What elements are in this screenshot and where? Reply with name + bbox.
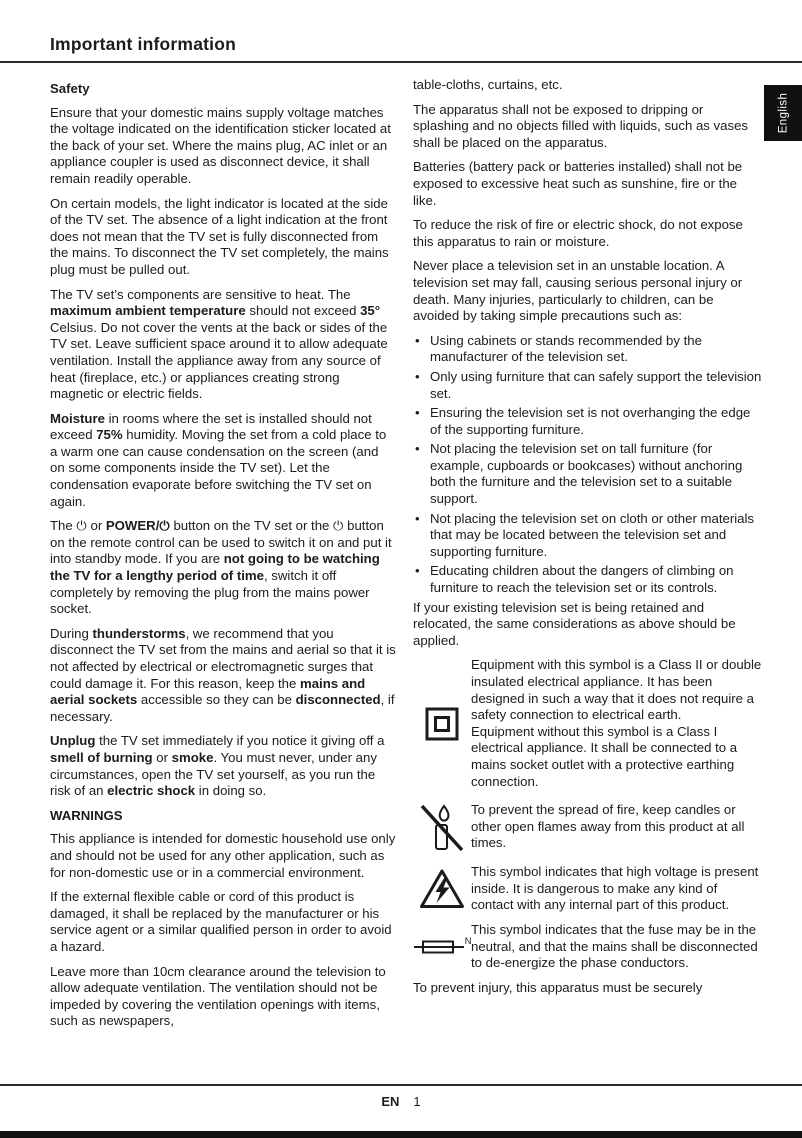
paragraph (50, 518, 396, 618)
page-title: Important information (50, 34, 236, 54)
bullet-text (430, 369, 762, 402)
body-text: The ⏻ or (50, 518, 106, 534)
paragraph (50, 964, 396, 1030)
emphasis-text: 75% (96, 427, 123, 443)
emphasis-text: 35° (360, 303, 381, 319)
body-text: Equipment with this symbol is a Class II or double insulated electrical appliance. It has been designed in such a way that it does not require a safety connection to electrical earth. (471, 657, 762, 723)
body-text: Never place a television set in an unstable location. A television set may fall, causing serious personal injury or death. Many injuries, particularly to children, can be avoided by taking simple precautions such as: (413, 258, 743, 324)
body-text: Not placing the television set on tall furniture (for example, cupboards or bookcases) without anchoring both the furniture and the television set to a suitable support. (430, 441, 743, 507)
paragraph (50, 733, 396, 799)
no-open-flames-icon (413, 798, 471, 856)
symbol-paragraph (471, 864, 762, 914)
body-text: During (50, 625, 93, 641)
emphasis-text: Safety (50, 81, 90, 96)
bullet-item (413, 511, 762, 561)
paragraph (50, 105, 396, 188)
bullet-item (413, 563, 762, 596)
paragraph (50, 626, 396, 726)
symbol-paragraph (471, 657, 762, 723)
bullet-text (430, 563, 762, 596)
body-text: Educating children about the dangers of climbing on furniture to reach the television set or its controls. (430, 563, 734, 596)
bullet-item (413, 369, 762, 402)
right-column (413, 77, 762, 1038)
paragraph (50, 287, 396, 403)
page-footer (0, 1094, 802, 1109)
body-text: The TV set’s components are sensitive to heat. The (50, 286, 351, 302)
title-divider (0, 61, 802, 63)
language-tab-label: English (777, 92, 789, 134)
page-number: 1 (413, 1094, 421, 1109)
body-text: On certain models, the light indicator is located at the side of the TV set. The absence of a light indication at the front does not mean that the TV set is fully disconnected from the mains. To disconnect the TV set completely, the mains plug must be pulled out. (50, 195, 389, 277)
paragraph (413, 77, 762, 94)
symbol-row (413, 798, 762, 856)
body-text: humidity. Moving the set from a cold place to a warm one can cause condensation on the screen (and on some components inside the TV set). Let the condensation evaporate before switching the TV set on again. (50, 427, 387, 509)
body-text: Celsius. Do not cover the vents at the back or sides of the TV set. Leave sufficient space around it to allow adequate ventilation. Install the appliance away from any source of heat (fireplace, etc.) or appliances creating strong magnetic or electric fields. (50, 319, 388, 402)
body-text: The apparatus shall not be exposed to dripping or splashing and no objects filled with liquids, such as vases shall be placed on the apparatus. (413, 101, 749, 150)
symbol-paragraph (471, 922, 762, 972)
symbol-description (471, 864, 762, 914)
body-text: in rooms where the set is installed should not exceed (50, 410, 372, 443)
emphasis-text: not going to be watching the TV for a lengthy period of time (50, 551, 380, 584)
body-text: Equipment without this symbol is a Class I electrical appliance. It shall be connected to a mains socket outlet with a protective earthing connection. (471, 723, 738, 789)
body-text: If your existing television set is being retained and relocated, the same considerations as above should be applied. (413, 599, 736, 648)
symbol-row (413, 657, 762, 790)
bullet-text (430, 441, 762, 507)
body-text: or (152, 749, 172, 765)
emphasis-text: thunderstorms (92, 625, 186, 641)
body-text: This symbol indicates that the fuse may be in the neutral, and that the mains shall be disconnected to de-energize the phase conductors. (471, 921, 758, 971)
body-text: table-cloths, curtains, etc. (413, 77, 563, 92)
content-columns (50, 77, 762, 1038)
bullet-item (413, 441, 762, 507)
bullet-item (413, 405, 762, 438)
body-text: Ensure that your domestic mains supply voltage matches the voltage indicated on the identification sticker located at the back of your set. Where the mains plug, AC inlet or an appliance coupler is used as disconnect device, it shall remain readily operable. (50, 104, 391, 186)
symbol-description (471, 922, 762, 972)
body-text: , we recommend that you disconnect the TV set from the mains and aerial so that it is not affected by electrical or electromagnetic surges that could damage it. For this reason, keep the (50, 625, 396, 691)
left-column (50, 77, 396, 1038)
region-code: EN (381, 1094, 400, 1109)
bullet-text (430, 333, 762, 366)
bullet-marker: • (415, 332, 420, 348)
bullet-marker: • (415, 510, 420, 526)
symbol-description (471, 657, 762, 790)
paragraph (413, 980, 762, 997)
paragraph (50, 889, 396, 955)
symbol-description (471, 802, 762, 852)
paragraph (413, 600, 762, 650)
class-ii-double-insulation-icon (413, 707, 471, 741)
symbol-row (413, 864, 762, 914)
fuse-in-neutral-icon (413, 935, 472, 956)
body-text: To prevent the spread of fire, keep candles or other open flames away from this product at all times. (471, 802, 745, 851)
emphasis-text: maximum ambient temperature (50, 303, 246, 319)
body-text: , switch it off completely by removing the plug from the mains power socket. (50, 568, 370, 617)
section-heading (50, 81, 396, 98)
body-text: If the external flexible cable or cord of this product is damaged, it shall be replaced by the manufacturer or his service agent or a similar qualified person in order to avoid a hazard. (50, 889, 392, 954)
paragraph (50, 196, 396, 279)
section-heading (50, 808, 396, 825)
symbol-row (413, 922, 762, 972)
body-text: accessible so they can be (137, 692, 296, 708)
body-text: Leave more than 10cm clearance around the television to allow adequate ventilation. The ventilation should not be impeded by covering the ventilation openings with items, such as newspapers, (50, 963, 386, 1029)
body-text: Only using furniture that can safely support the television set. (430, 368, 762, 401)
bullet-marker: • (415, 563, 420, 579)
paragraph (413, 258, 762, 324)
body-text: Not placing the television set on cloth or other materials that may be located between the television set and supporting furniture. (430, 510, 754, 559)
body-text: the TV set immediately if you notice it giving off a (95, 733, 385, 749)
footer-divider (0, 1084, 802, 1086)
body-text: Ensuring the television set is not overhanging the edge of the supporting furniture. (430, 405, 751, 437)
body-text: in doing so. (195, 783, 267, 799)
emphasis-text: Unplug (50, 733, 96, 749)
body-text: To reduce the risk of fire or electric shock, do not expose this apparatus to rain or moisture. (413, 217, 743, 249)
symbol-paragraph (471, 802, 762, 852)
body-text: should not exceed (245, 303, 361, 319)
body-text: Using cabinets or stands recommended by the manufacturer of the television set. (430, 332, 702, 365)
body-text: Batteries (battery pack or batteries installed) shall not be exposed to excessive heat such as sunshine, fire or the like. (413, 159, 743, 208)
body-text: , if necessary. (50, 692, 395, 724)
bullet-marker: • (415, 441, 420, 457)
bullet-marker: • (415, 368, 420, 384)
paragraph (50, 831, 396, 881)
high-voltage-warning-icon (413, 868, 471, 910)
paragraph (413, 102, 762, 152)
bottom-edge-bar (0, 1131, 802, 1138)
emphasis-text: electric shock (107, 783, 196, 799)
bullet-text (430, 511, 762, 561)
emphasis-text: Moisture (50, 410, 105, 426)
paragraph (413, 159, 762, 209)
emphasis-text: POWER/⏻ (105, 518, 170, 534)
bullet-marker: • (415, 405, 420, 421)
body-text: This symbol indicates that high voltage is present inside. It is dangerous to make any kind of contact with any internal part of this product. (471, 864, 759, 913)
paragraph (50, 411, 396, 511)
body-text: This appliance is intended for domestic household use only and should not be used for any other application, such as for non-domestic use or in a commercial environment. (50, 831, 396, 880)
emphasis-text: smoke (171, 749, 214, 765)
bullet-item (413, 333, 762, 366)
body-text: To prevent injury, this apparatus must be securely (413, 979, 703, 995)
paragraph (413, 217, 762, 250)
symbol-paragraph (471, 724, 762, 790)
icon-label: N (464, 935, 472, 947)
emphasis-text: WARNINGS (50, 807, 123, 823)
body-text: button on the TV set or the ⏻ button on the remote control can be used to switch it on and put it into standby mode. If you are (50, 518, 392, 567)
body-text: . You must never, under any circumstances, open the TV set yourself, as you run the risk of an (50, 749, 377, 799)
emphasis-text: mains and aerial sockets (50, 675, 366, 708)
emphasis-text: smell of burning (50, 749, 153, 765)
bullet-text (430, 405, 762, 438)
language-tab (764, 85, 802, 141)
emphasis-text: disconnected (295, 692, 381, 708)
